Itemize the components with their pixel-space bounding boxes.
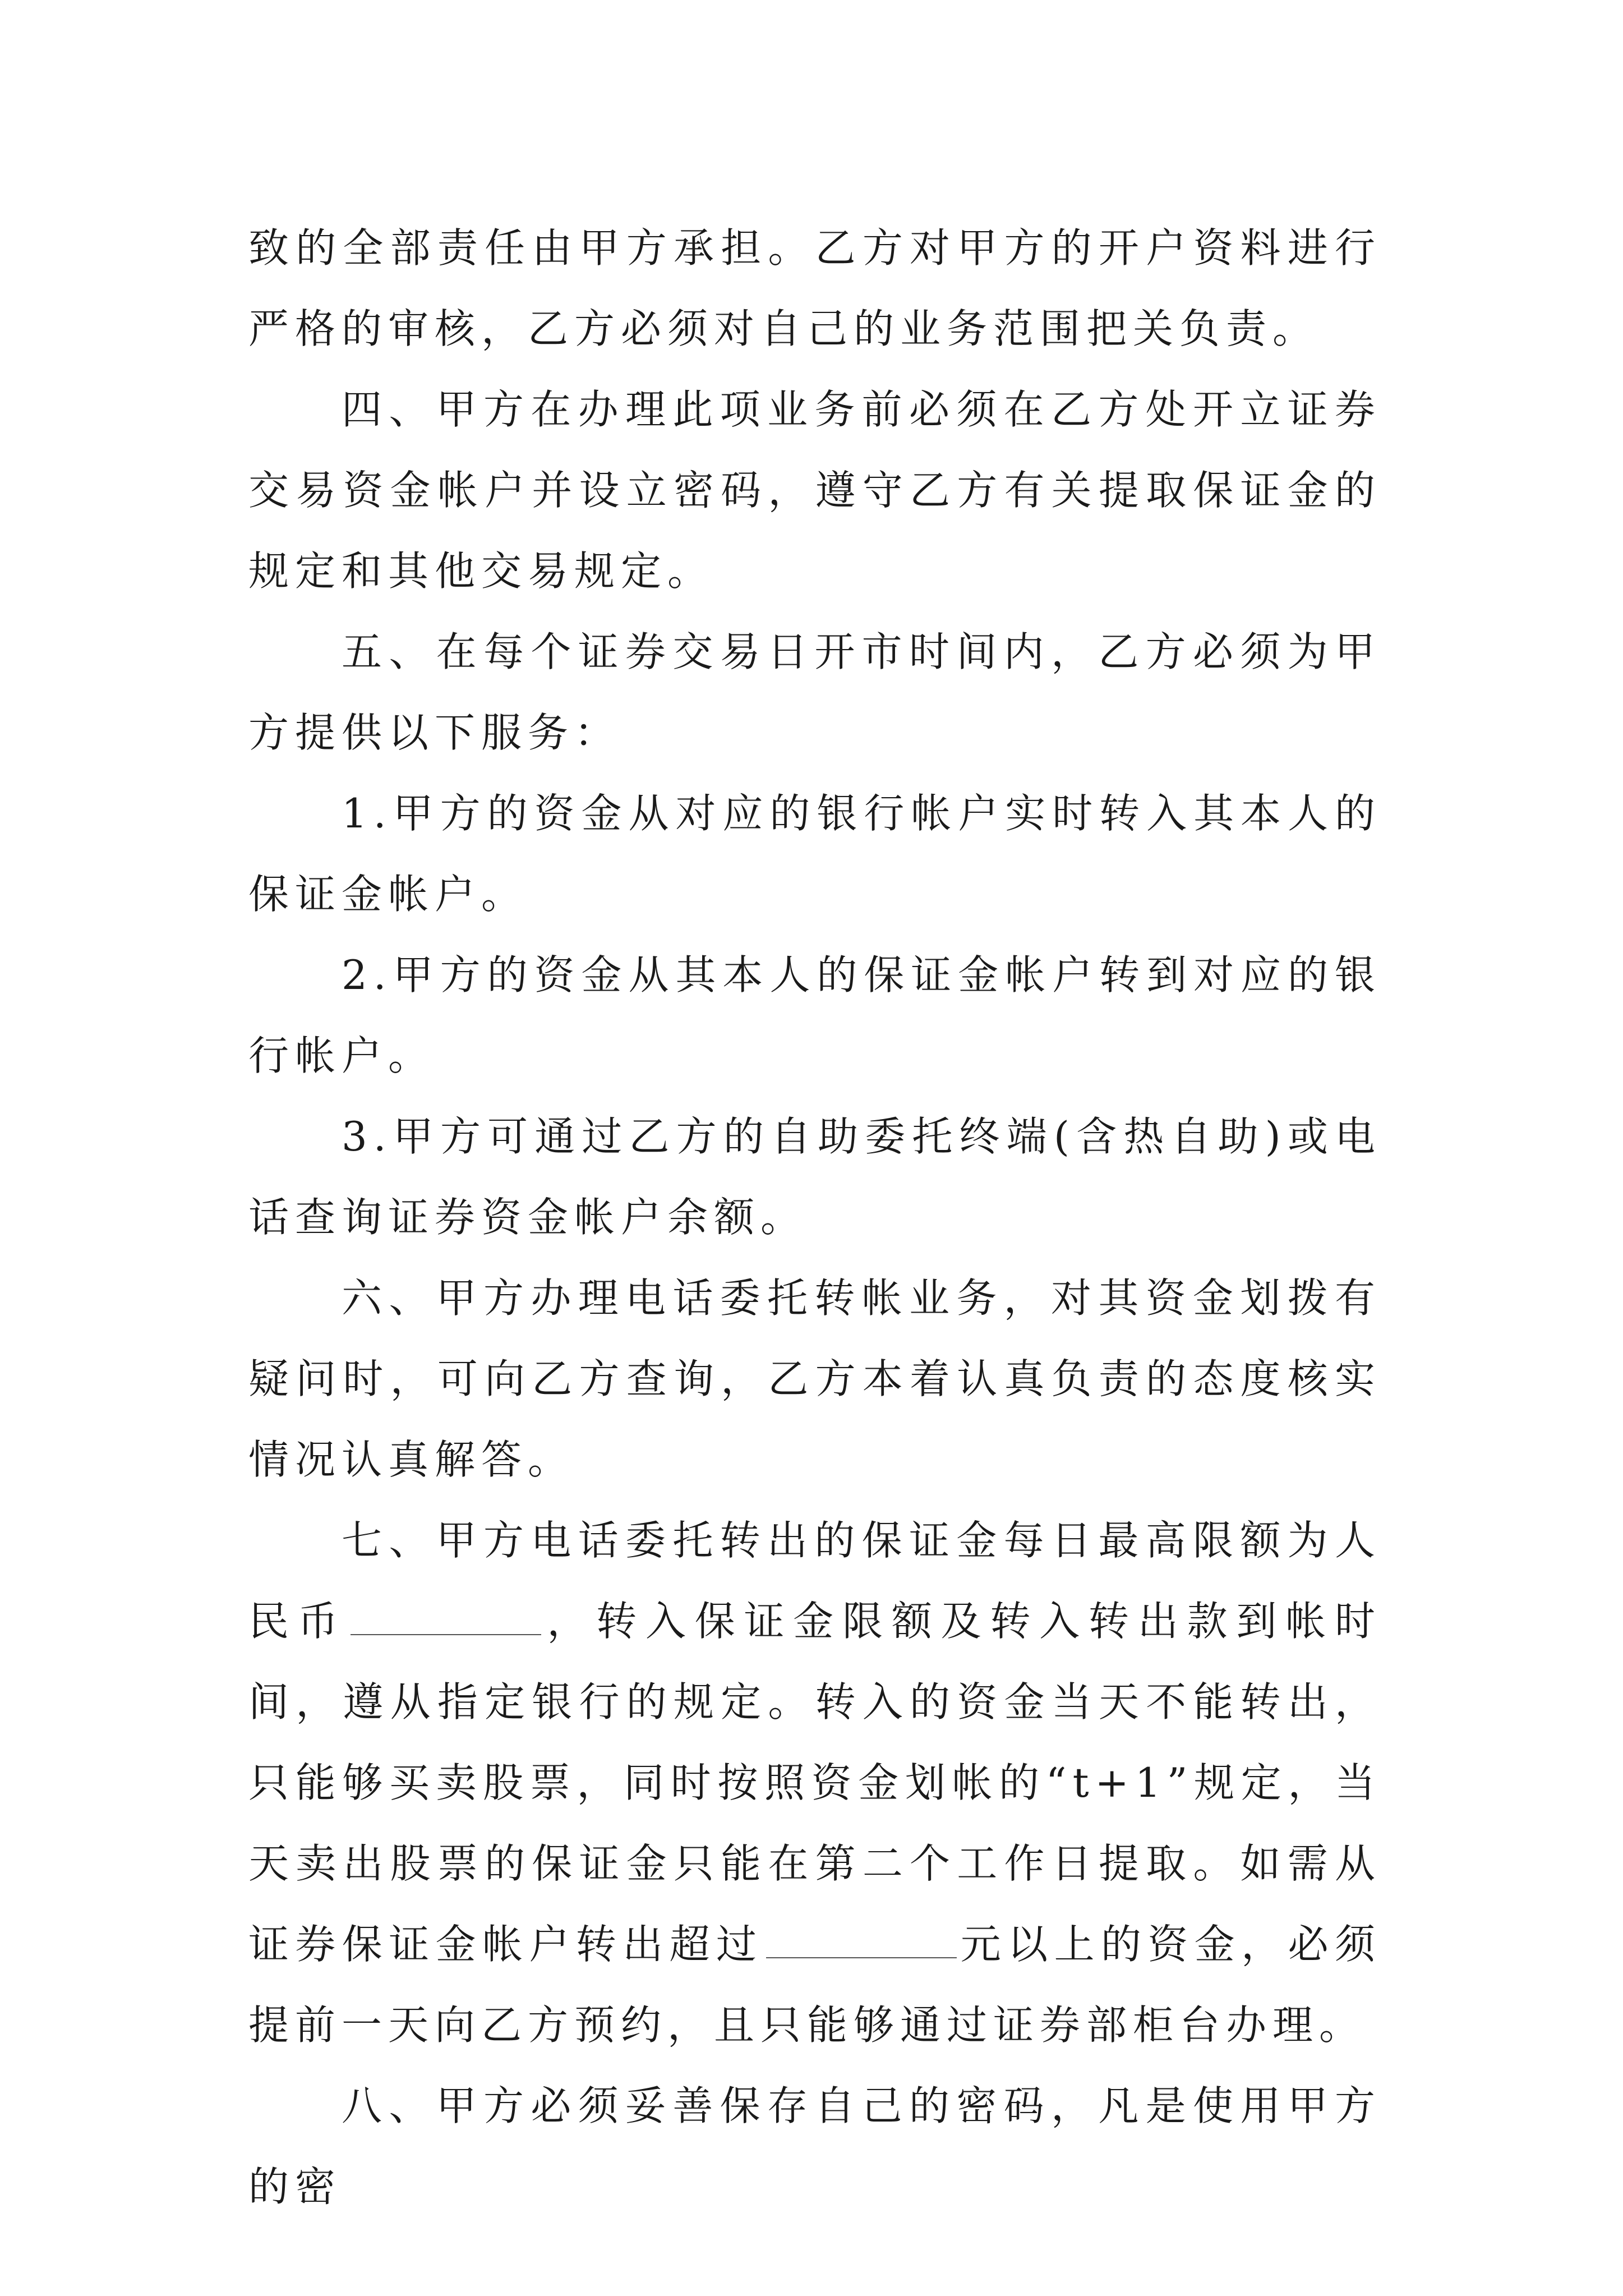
clause-8 [248,2065,1381,2227]
paragraph-text: ，转入保证金限额及转入转出款到帐时间，遵从指定银行的规定。转入的资金当天不能转出，只能够买卖股票，同时按照资金划帐的“t+1”规定，当天卖出股票的保证金只能在第二个工作日提取。如需从证券保证金帐户转出超过 [248,1598,1381,1968]
clause-5-item-3 [248,1096,1381,1258]
paragraph-text: 四、甲方在办理此项业务前必须在乙方处开立证券交易资金帐户并设立密码，遵守乙方有关提取保证金的规定和其他交易规定。 [248,386,1381,595]
clause-7 [248,1500,1381,2065]
clause-5-item-2 [248,935,1381,1096]
paragraph-text: 六、甲方办理电话委托转帐业务，对其资金划拨有疑问时，可向乙方查询，乙方本着认真负责的态度核实情况认真解答。 [248,1274,1381,1483]
paragraph-text: 八、甲方必须妥善保存自己的密码，凡是使用甲方的密 [248,2082,1381,2210]
paragraph-text: 七、甲方电话委托转出的保证金每日最高限额为人民币 [248,1517,1381,1645]
daily-limit-blank [351,1594,541,1635]
clause-5-item-1 [248,773,1381,935]
paragraph-text: 元以上的资金，必须提前一天向乙方预约，且只能够通过证券部柜台办理。 [248,1921,1381,2049]
document-body [248,208,1381,2227]
clause-5 [248,611,1381,773]
paragraph-text: 致的全部责任由甲方承担。乙方对甲方的开户资料进行严格的审核，乙方必须对自己的业务范围把关负责。 [248,224,1381,352]
paragraph-text: 2.甲方的资金从其本人的保证金帐户转到对应的银行帐户。 [248,951,1381,1079]
clause-4 [248,369,1381,611]
amount-threshold-blank [766,1917,957,1958]
clause-6 [248,1258,1381,1500]
paragraph-text: 3.甲方可通过乙方的自助委托终端(含热自助)或电话查询证券资金帐户余额。 [248,1113,1381,1241]
paragraph-continued-responsibility [248,208,1381,369]
paragraph-text: 五、在每个证券交易日开市时间内，乙方必须为甲方提供以下服务： [248,628,1381,756]
paragraph-text: 1.甲方的资金从对应的银行帐户实时转入其本人的保证金帐户。 [248,790,1381,918]
